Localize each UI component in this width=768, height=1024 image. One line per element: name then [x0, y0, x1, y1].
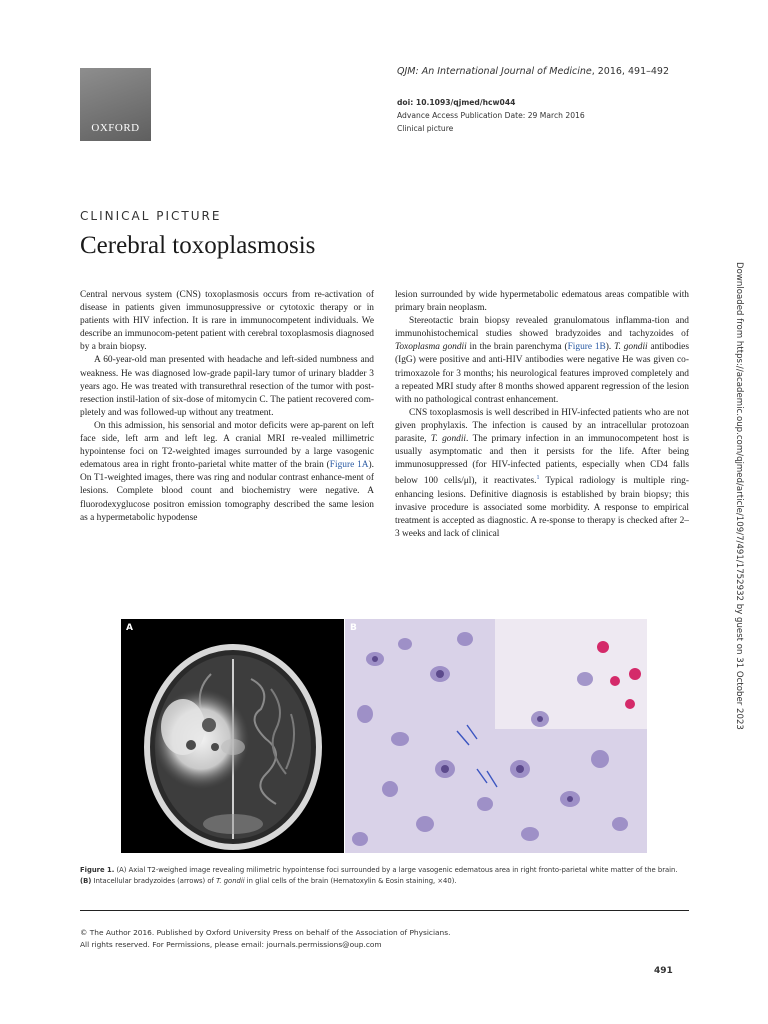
footer-divider — [80, 910, 689, 911]
journal-title: QJM: An International Journal of Medicine — [397, 66, 592, 77]
reference-link[interactable]: 1 — [536, 475, 540, 482]
logo-text: OXFORD — [91, 122, 140, 134]
figure-link[interactable]: Figure 1A — [329, 460, 369, 471]
figure-panel-b-histology — [345, 619, 647, 853]
text-run: . The primary infection in an immunocompetent host is usually asymptomatic and then it persists for the life. After being immunosuppressed (for HIV-infected patients, especially when CD4 falls below 100 cells/μl), it reactivates. — [395, 434, 689, 487]
text-run: (A) Axial T2-weighed image revealing milimetric hypointense foci surrounded by a large vasogenic edematous area in right fronto-parietal white matter of the brain. — [114, 866, 678, 874]
panel-label-a: A — [126, 623, 133, 633]
article-title: Cerebral toxoplasmosis — [80, 232, 316, 259]
body-column-right — [395, 289, 689, 541]
text-run: ). — [605, 342, 615, 353]
species-name: T. gondii — [614, 342, 648, 353]
doi[interactable]: doi: 10.1093/qjmed/hcw044 — [397, 98, 516, 107]
species-name: T. gondii — [430, 434, 467, 445]
brain-mri-image — [121, 619, 344, 853]
paragraph — [80, 420, 374, 525]
journal-citation — [397, 66, 669, 77]
body-column-left — [80, 289, 374, 525]
paragraph: Central nervous system (CNS) toxoplasmosis occurs from re-activation of disease in patients given immunosuppressive or cytotoxic therapy or in patients with HIV infection. It is rare in immunocompetent individuals. We describe an immunocom-petent patient with cerebral toxoplasmosis diagnosed by a brain biopsy. — [80, 290, 374, 353]
text-run: ). On T1-weighted images, there was ring and nodular contrast enhance-ment of lesions. Complete blood count and biochemistry were negative. A fluorodexyglucose positron emission tomography described the same lesion as a hypermetabolic hypodense — [80, 460, 375, 523]
advance-access-date: Advance Access Publication Date: 29 March 2016 — [397, 111, 585, 120]
figure-panel-a-mri — [121, 619, 344, 853]
oxford-logo — [80, 68, 151, 141]
text-run: in the brain parenchyma ( — [466, 342, 568, 353]
copyright-footer — [80, 927, 450, 950]
text-run: Stereotactic brain biopsy revealed granulomatous inflamma-tion and immunohistochemical studies showed bradyzoides and tachyzoides of — [395, 316, 689, 340]
copyright-line: © The Author 2016. Published by Oxford University Press on behalf of the Association of Physicians. — [80, 928, 451, 937]
article-meta — [397, 96, 585, 135]
page-number: 491 — [654, 966, 673, 976]
journal-volume: , 2016, 491–492 — [591, 66, 669, 77]
caption-label: Figure 1. — [80, 866, 115, 874]
download-watermark: Downloaded from https://academic.oup.com/qjmed/article/109/7/491/1752932 by guest on 31 October 2023 — [734, 262, 744, 730]
text-run: in glial cells of the brain (Hematoxylin & Eosin staining, ×40). — [244, 877, 457, 885]
permissions-line: All rights reserved. For Permissions, please email: journals.permissions@oup.com — [80, 939, 382, 949]
paragraph — [395, 315, 689, 407]
section-heading: CLINICAL PICTURE — [80, 209, 222, 223]
figure-caption — [80, 865, 690, 887]
panel-label-b: B — [350, 623, 357, 633]
figure-link[interactable]: Figure 1B — [567, 342, 606, 353]
article-type: Clinical picture — [397, 124, 454, 133]
text-run: CNS toxoplasmosis is well described in HIV-infected patients who are not given prophylaxis. The infection is caused by an intracellular protozoan parasite, — [395, 407, 689, 445]
text-run: On this admission, his sensorial and motor deficits were ap-parent on left face side, left arm and left leg. A cranial MRI re-vealed millimetric hypointense foci on T2-weighted images surrounded by a large vasogenic edematous area in right fronto-parietal white matter of the brain ( — [80, 420, 374, 471]
paragraph: lesion surrounded by wide hypermetabolic edematous areas compatible with primary brain neoplasm. — [395, 290, 689, 314]
caption-panel-label: (B) — [80, 877, 92, 885]
species-name: Toxoplasma gondii — [395, 342, 467, 353]
text-run: Typical radiology is multiple ring-enhancing lesions. Definitive diagnosis is established by brain biopsy; this invasive procedure is associated some morbidity. A response to empirical treatment is accepted as diagnostic. A re-sponse to therapy is checked after 2–3 weeks and lack of clinical — [395, 476, 689, 539]
histology-image — [345, 619, 647, 853]
species-name: T. gondii — [216, 877, 245, 885]
text-run: antibodies (IgG) were positive and anti-HIV antibodies were negative He was given co-trimoxazole for 3 months; his neurological features improved completely and a repeated MRI study after 8 months showed apparent regression of the lesion with no pathological contrast enhancement. — [395, 342, 689, 405]
text-run: Intacellular bradyzoides (arrows) of — [91, 877, 217, 885]
paragraph: A 60-year-old man presented with headache and left-sided numbness and weakness. He was diagnosed low-grade papil-lary tumor of urinary bladder 3 years ago. He was treated with transurethral resection of the tumor with post-resection instil-lation of six-dose of mitomycin C. The patient recovered com-pletely and was followed-up without any treatment. — [80, 355, 374, 418]
paragraph — [395, 407, 689, 541]
